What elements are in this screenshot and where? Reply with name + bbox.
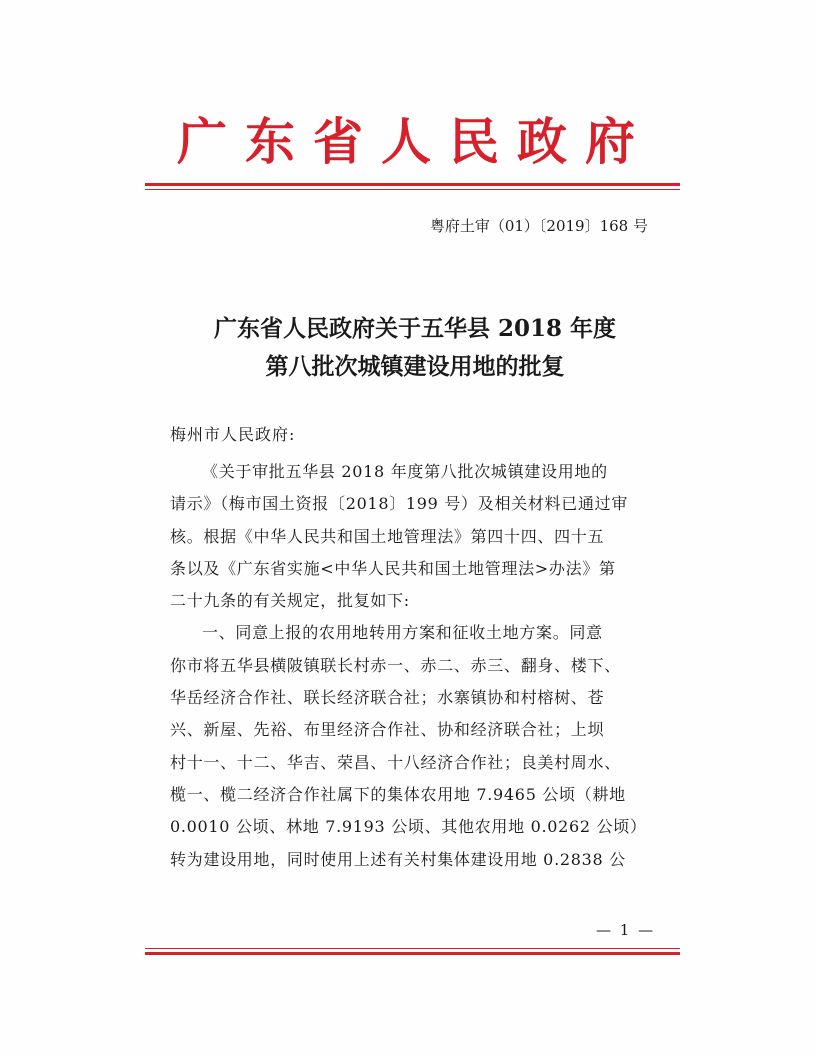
issuer-header: 广东省人民政府 bbox=[177, 112, 653, 171]
document-number: 粤府土审（01）〔2019〕168 号 bbox=[429, 217, 648, 235]
body-line: 兴、新屋、先裕、布里经济合作社、协和经济联合社；上坝 bbox=[170, 720, 605, 740]
body-line: 请示》（梅市国土资报〔2018〕199 号）及相关材料已通过审 bbox=[170, 494, 629, 514]
body-line: 村十一、十二、华吉、荣昌、十八经济合作社；良美村周水、 bbox=[170, 752, 621, 772]
body-text bbox=[170, 456, 660, 876]
header-rule-thin bbox=[145, 189, 680, 190]
footer-rule-thick bbox=[145, 952, 680, 955]
body-line: 0.0010 公顷、林地 7.9193 公顷、其他农用地 0.0262 公顷） bbox=[170, 817, 647, 837]
footer-rule-thin bbox=[145, 948, 680, 949]
addressee: 梅州市人民政府: bbox=[170, 425, 296, 444]
body-line: 华岳经济合作社、联长经济联合社；水寨镇协和村榕树、苍 bbox=[170, 688, 605, 708]
body-line: 一、同意上报的农用地转用方案和征收土地方案。同意 bbox=[202, 623, 603, 643]
body-line: 《关于审批五华县 2018 年度第八批次城镇建设用地的 bbox=[202, 462, 608, 481]
header-rule-thick bbox=[145, 183, 680, 186]
page-number: — 1 — bbox=[596, 921, 656, 939]
title-line-2: 第八批次城镇建设用地的批复 bbox=[265, 353, 565, 380]
body-line: 你市将五华县横陂镇联长村赤一、赤二、赤三、翻身、楼下、 bbox=[170, 655, 621, 675]
body-line: 核。根据《中华人民共和国土地管理法》第四十四、四十五 bbox=[170, 526, 605, 546]
body-line: 条以及《广东省实施<中华人民共和国土地管理法>办法》第 bbox=[170, 558, 616, 578]
body-line: 二十九条的有关规定，批复如下: bbox=[170, 591, 410, 611]
document-title bbox=[150, 310, 680, 386]
title-line-1: 广东省人民政府关于五华县 2018 年度 bbox=[213, 315, 617, 342]
body-line: 榄一、榄二经济合作社属下的集体农用地 7.9465 公顷（耕地 bbox=[170, 784, 626, 804]
body-line: 转为建设用地，同时使用上述有关村集体建设用地 0.2838 公 bbox=[170, 849, 626, 869]
